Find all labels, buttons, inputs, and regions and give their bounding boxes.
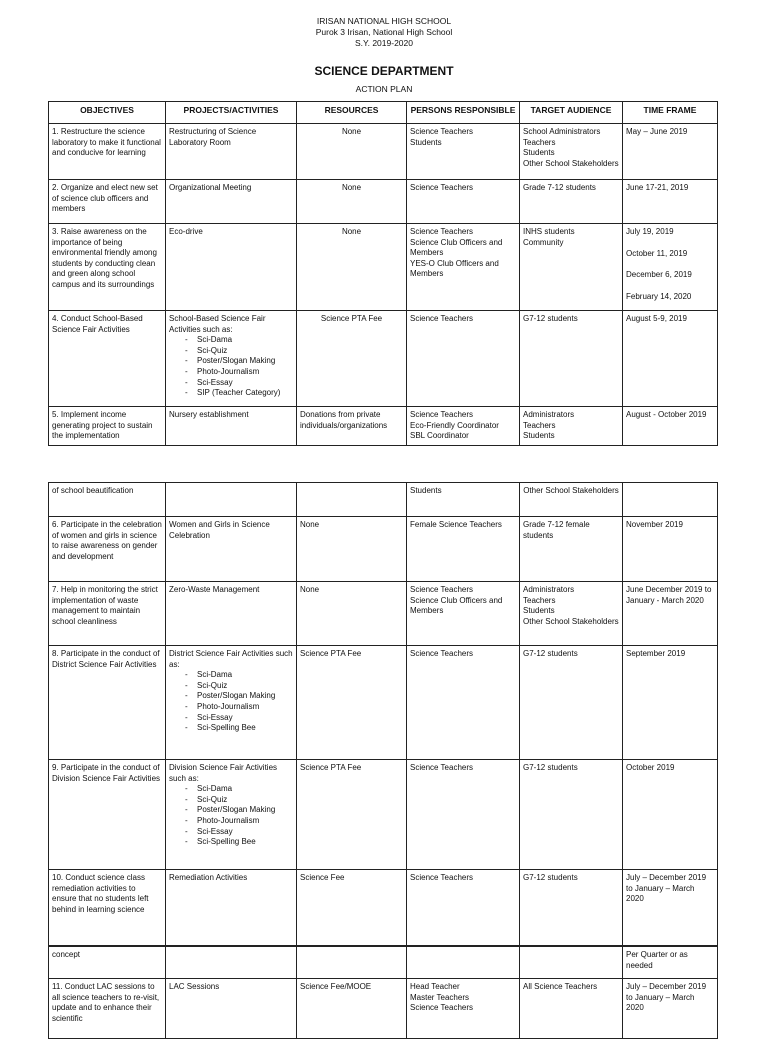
time-cell (623, 483, 718, 517)
project-cell (166, 180, 297, 224)
audience-cell (520, 646, 623, 760)
time-cell (623, 760, 718, 870)
audience-text: All Science Teachers (523, 982, 598, 991)
project-cell (166, 124, 297, 180)
resources-cell (297, 124, 407, 180)
persons-cell (407, 979, 520, 1039)
time-text: November 2019 (626, 520, 683, 529)
activity-item: - Sci-Dama (185, 335, 293, 346)
table-row (49, 224, 718, 311)
time-cell (623, 870, 718, 946)
person-text: Head Teacher (410, 982, 460, 991)
time-text: October 11, 2019 (626, 248, 688, 258)
activity-list (169, 784, 293, 848)
project-text: Remediation Activities (169, 873, 248, 882)
project-text: Zero-Waste Management (169, 585, 260, 594)
time-text: August - October 2019 (626, 410, 707, 419)
audience-cell (520, 483, 623, 517)
person-text: Science Teachers (410, 649, 473, 658)
activity-item: - Photo-Journalism (185, 702, 293, 713)
person-text: Students (410, 486, 442, 495)
resources-cell (297, 979, 407, 1039)
school-name: IRISAN NATIONAL HIGH SCHOOL (316, 16, 452, 26)
time-text: July – December 2019 to January – March 2020 (626, 873, 707, 904)
action-plan-table-1 (48, 101, 718, 446)
objective-cell (49, 870, 166, 946)
audience-text: G7-12 students (523, 649, 578, 658)
resources-text: None (341, 127, 362, 136)
objective-cell (49, 947, 166, 979)
objective-cell (49, 582, 166, 646)
resources-cell (297, 517, 407, 582)
time-cell (623, 646, 718, 760)
audience-text: Other School Stakeholders (523, 158, 619, 168)
audience-text: G7-12 students (523, 763, 578, 772)
objective-cell (49, 311, 166, 407)
time-cell (623, 124, 718, 180)
objective-text: concept (52, 950, 81, 959)
time-text: May – June 2019 (626, 127, 688, 136)
activity-item: - Photo-Journalism (185, 367, 293, 378)
objective-text: 2. Organize and elect new set of science club officers and members (52, 183, 158, 214)
time-cell (623, 407, 718, 446)
audience-cell (520, 180, 623, 224)
column-header: PERSONS RESPONSIBLE (407, 102, 520, 124)
project-text: Women and Girls in Science Celebration (169, 520, 270, 540)
resources-cell (297, 407, 407, 446)
persons-cell (407, 646, 520, 760)
resources-text: None (341, 227, 362, 236)
audience-cell (520, 979, 623, 1039)
resources-cell (297, 870, 407, 946)
activity-item: - Sci-Quiz (185, 795, 293, 806)
objective-text: 4. Conduct School-Based Science Fair Activities (52, 314, 143, 334)
objective-cell (49, 760, 166, 870)
time-text: August 5-9, 2019 (626, 314, 687, 323)
project-cell (166, 760, 297, 870)
plan-title: ACTION PLAN (355, 84, 413, 94)
activity-item: - Sci-Dama (185, 784, 293, 795)
activity-item: - Sci-Essay (185, 378, 293, 389)
project-text: Organizational Meeting (169, 183, 252, 192)
persons-cell (407, 760, 520, 870)
objective-cell (49, 407, 166, 446)
objective-cell (49, 517, 166, 582)
audience-text: Students (523, 606, 555, 616)
person-text: Science Teachers (410, 410, 473, 419)
objective-cell (49, 483, 166, 517)
project-cell (166, 517, 297, 582)
persons-cell (407, 947, 520, 979)
time-text: June December 2019 to January - March 2020 (626, 585, 712, 605)
department-title: SCIENCE DEPARTMENT (314, 64, 454, 78)
audience-text: School Administrators (523, 127, 601, 136)
table-row (49, 947, 718, 979)
objective-cell (49, 180, 166, 224)
person-text: Science Teachers (410, 585, 473, 594)
action-plan-table-2 (48, 482, 718, 946)
activity-item: - Poster/Slogan Making (185, 356, 293, 367)
persons-cell (407, 311, 520, 407)
column-header: TARGET AUDIENCE (520, 102, 623, 124)
person-text: Science Teachers (410, 183, 473, 192)
project-text: Restructuring of Science Laboratory Room (169, 127, 257, 147)
project-text: District Science Fair Activities such as: (169, 649, 293, 669)
resources-cell (297, 646, 407, 760)
audience-text: Grade 7-12 students (523, 183, 596, 192)
audience-cell (520, 311, 623, 407)
persons-cell (407, 582, 520, 646)
resources-cell (297, 947, 407, 979)
time-text: July 19, 2019 (626, 227, 674, 236)
objective-text: 5. Implement income generating project to sustain the implementation (52, 410, 153, 441)
resources-cell (297, 760, 407, 870)
audience-cell (520, 870, 623, 946)
activity-item: - Sci-Quiz (185, 346, 293, 357)
time-text: February 14, 2020 (626, 291, 692, 301)
column-header: PROJECTS/ACTIVITIES (166, 102, 297, 124)
activity-item: - Sci-Spelling Bee (185, 723, 293, 734)
resources-text: Donations from private individuals/organizations (300, 410, 388, 430)
person-text: Science Teachers (410, 763, 473, 772)
person-text: Female Science Teachers (410, 520, 502, 529)
persons-cell (407, 870, 520, 946)
activity-item: - Sci-Essay (185, 713, 293, 724)
project-text: School-Based Science Fair Activities such as: (169, 314, 266, 334)
table-row (49, 760, 718, 870)
resources-text: Science PTA Fee (300, 649, 362, 658)
time-cell (623, 979, 718, 1039)
audience-text: G7-12 students (523, 314, 578, 323)
resources-text: Science Fee/MOOE (300, 982, 372, 991)
objective-text: 3. Raise awareness on the importance of being environmental friendly among students by conducting clean and green along school campus and its surroundings (52, 227, 157, 289)
persons-cell (407, 517, 520, 582)
activity-list (169, 335, 293, 399)
audience-text: Students (523, 431, 555, 441)
activity-item: - Photo-Journalism (185, 816, 293, 827)
audience-cell (520, 947, 623, 979)
activity-item: - Poster/Slogan Making (185, 805, 293, 816)
activity-list (169, 670, 293, 734)
person-text: Students (410, 137, 442, 147)
objective-text: 1. Restructure the science laboratory to make it functional and conducive for learning (52, 127, 161, 158)
time-cell (623, 311, 718, 407)
table-row (49, 483, 718, 517)
column-header: OBJECTIVES (49, 102, 166, 124)
audience-text: Teachers (523, 420, 556, 430)
time-text: June 17-21, 2019 (626, 183, 689, 192)
table-row (49, 870, 718, 946)
audience-text: Administrators (523, 410, 575, 419)
persons-cell (407, 407, 520, 446)
activity-item: - Sci-Essay (185, 827, 293, 838)
project-text: LAC Sessions (169, 982, 220, 991)
project-cell (166, 483, 297, 517)
activity-item: - Poster/Slogan Making (185, 691, 293, 702)
project-cell (166, 407, 297, 446)
resources-cell (297, 180, 407, 224)
action-plan-table-3 (48, 946, 718, 1039)
activity-item: - Sci-Quiz (185, 681, 293, 692)
audience-text: Other School Stakeholders (523, 486, 619, 495)
time-cell (623, 582, 718, 646)
persons-cell (407, 124, 520, 180)
audience-text: Community (523, 237, 564, 247)
person-text: Science Teachers (410, 1003, 473, 1013)
time-cell (623, 180, 718, 224)
time-text: October 2019 (626, 763, 675, 772)
objective-text: 6. Participate in the celebration of women and girls in science to raise awareness on gender and development (52, 520, 162, 561)
table-row (49, 979, 718, 1039)
project-cell (166, 979, 297, 1039)
resources-text: None (300, 520, 320, 529)
objective-cell (49, 979, 166, 1039)
activity-item: - SIP (Teacher Category) (185, 388, 293, 399)
persons-cell (407, 224, 520, 311)
school-address: Purok 3 Irisan, National High School (315, 27, 453, 37)
objective-text: 8. Participate in the conduct of District Science Fair Activities (52, 649, 160, 669)
table-row (49, 517, 718, 582)
school-year: S.Y. 2019-2020 (355, 38, 413, 48)
resources-cell (297, 582, 407, 646)
table-row (49, 124, 718, 180)
person-text: Science Teachers (410, 873, 473, 882)
person-text: Science Club Officers and Members (410, 237, 503, 258)
resources-text: Science Fee (300, 873, 345, 882)
audience-cell (520, 760, 623, 870)
audience-text: Administrators (523, 585, 575, 594)
objective-text: of school beautification (52, 486, 134, 495)
resources-text: Science PTA Fee (320, 314, 383, 323)
objective-cell (49, 124, 166, 180)
time-cell (623, 517, 718, 582)
objective-cell (49, 224, 166, 311)
audience-cell (520, 517, 623, 582)
resources-cell (297, 224, 407, 311)
time-text: December 6, 2019 (626, 270, 692, 280)
objective-text: 7. Help in monitoring the strict implementation of waste management to maintain school cleanliness (52, 585, 158, 626)
audience-text: INHS students (523, 227, 575, 236)
objective-text: 10. Conduct science class remediation activities to ensure that no students left behind in learning science (52, 873, 149, 914)
project-cell (166, 870, 297, 946)
activity-item: - Sci-Dama (185, 670, 293, 681)
person-text: YES-O Club Officers and Members (410, 258, 499, 279)
project-cell (166, 311, 297, 407)
project-cell (166, 224, 297, 311)
persons-cell (407, 180, 520, 224)
resources-text: None (341, 183, 362, 192)
project-cell (166, 582, 297, 646)
project-cell (166, 646, 297, 760)
audience-text: Students (523, 148, 555, 158)
column-header: TIME FRAME (623, 102, 718, 124)
audience-text: Teachers (523, 137, 556, 147)
table-row (49, 180, 718, 224)
audience-text: Teachers (523, 595, 556, 605)
table-row (49, 311, 718, 407)
audience-cell (520, 407, 623, 446)
person-text: SBL Coordinator (410, 431, 469, 441)
project-text: Eco-drive (169, 227, 203, 236)
table-row (49, 646, 718, 760)
resources-cell (297, 483, 407, 517)
table-row (49, 407, 718, 446)
audience-text: Other School Stakeholders (523, 616, 619, 626)
person-text: Science Club Officers and Members (410, 595, 503, 616)
person-text: Master Teachers (410, 992, 469, 1002)
resources-text: Science PTA Fee (300, 763, 362, 772)
project-cell (166, 947, 297, 979)
time-text: July – December 2019 to January – March 2020 (626, 982, 707, 1013)
table-row (49, 582, 718, 646)
objective-text: 11. Conduct LAC sessions to all science teachers to re-visit, update and to enhance their scientific (52, 982, 160, 1023)
objective-text: 9. Participate in the conduct of Division Science Fair Activities (52, 763, 161, 783)
persons-cell (407, 483, 520, 517)
audience-cell (520, 124, 623, 180)
resources-text: None (300, 585, 320, 594)
column-header: RESOURCES (297, 102, 407, 124)
time-text: September 2019 (626, 649, 686, 658)
time-cell (623, 224, 718, 311)
project-text: Division Science Fair Activities such as: (169, 763, 278, 783)
resources-cell (297, 311, 407, 407)
objective-cell (49, 646, 166, 760)
activity-item: - Sci-Spelling Bee (185, 837, 293, 848)
person-text: Eco-Friendly Coordinator (410, 420, 499, 430)
audience-cell (520, 224, 623, 311)
project-text: Nursery establishment (169, 410, 249, 419)
person-text: Science Teachers (410, 227, 473, 236)
time-text: Per Quarter or as needed (626, 950, 688, 970)
audience-text: Grade 7-12 female students (523, 520, 590, 540)
audience-text: G7-12 students (523, 873, 578, 882)
time-cell (623, 947, 718, 979)
person-text: Science Teachers (410, 127, 473, 136)
person-text: Science Teachers (410, 314, 473, 323)
audience-cell (520, 582, 623, 646)
